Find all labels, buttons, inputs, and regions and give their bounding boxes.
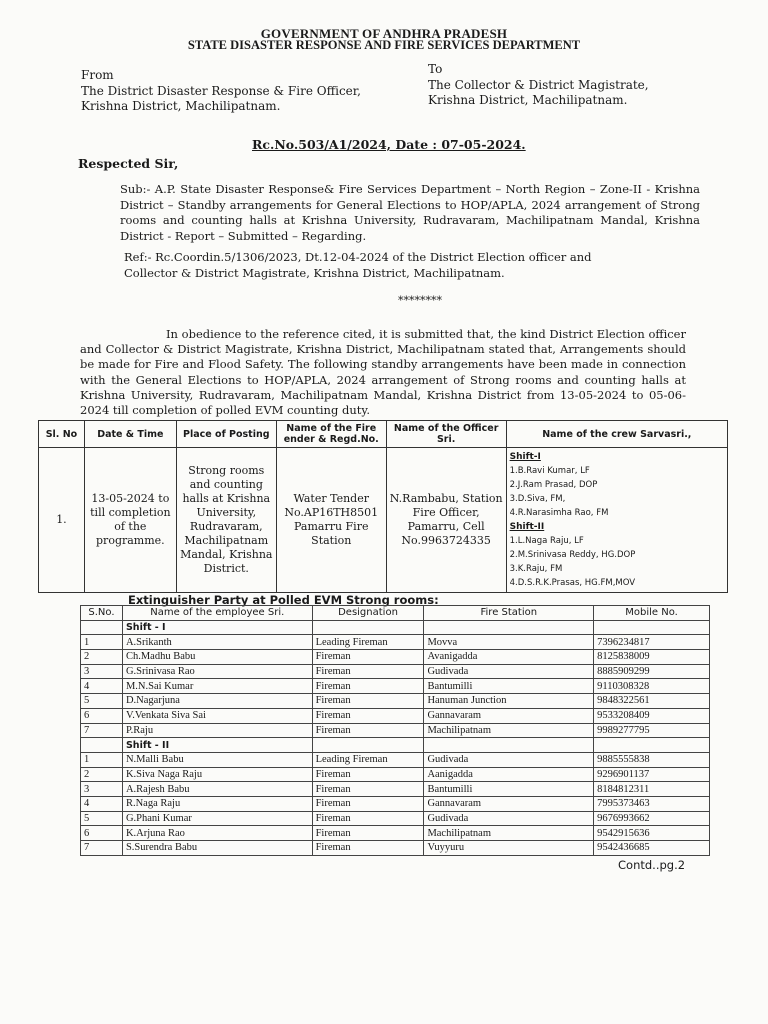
table-row	[81, 694, 710, 709]
crew-member: 1.L.Naga Raju, LF	[509, 536, 584, 546]
col-mobile: Mobile No.	[594, 606, 710, 621]
cell-fire-station: Gannavaram	[424, 708, 594, 723]
table-row	[81, 841, 710, 856]
cell-mobile: 9542436685	[594, 841, 710, 856]
shift-empty-cell	[312, 738, 424, 753]
col-place-of-posting: Place of Posting	[176, 421, 276, 448]
shift-empty-cell	[594, 620, 710, 635]
cell-place: Strong rooms and counting halls at Krishna University, Rudravaram, Machilipatnam Mandal, Krishna District.	[176, 448, 276, 593]
cell-sno: 1	[81, 752, 123, 767]
cell-fire-station: Gudivada	[424, 752, 594, 767]
cell-sno: 6	[81, 708, 123, 723]
cell-name: V.Venkata Siva Sai	[122, 708, 312, 723]
cell-sno: 5	[81, 694, 123, 709]
cell-mobile: 7396234817	[594, 635, 710, 650]
cell-officer: N.Rambabu, Station Fire Officer, Pamarru, Cell No.9963724335	[386, 448, 506, 593]
shift-empty-cell	[81, 738, 123, 753]
shift-header-row	[81, 738, 710, 753]
cell-fire-station: Bantumilli	[424, 782, 594, 797]
subject: Sub:- A.P. State Disaster Response& Fire Services Department – North Region – Zone-II - Krishna District – Standby arrangements for General Elections to HOP/APLA, 2024 arrangement of Strong rooms and counting halls at Krishna University, Rudravaram, Machilipatnam Mandal, Krishna District - Report – Submitted – Regarding.	[120, 182, 700, 243]
cell-designation: Fireman	[312, 650, 424, 665]
cell-sno: 3	[81, 664, 123, 679]
cell-fire-station: Avanigadda	[424, 650, 594, 665]
cell-designation: Fireman	[312, 679, 424, 694]
crew-member: 1.B.Ravi Kumar, LF	[509, 466, 590, 476]
cell-designation: Fireman	[312, 841, 424, 856]
cell-mobile: 9110308328	[594, 679, 710, 694]
cell-fire-station: Gannavaram	[424, 796, 594, 811]
col-fire-tender: Name of the Fire ender & Regd.No.	[276, 421, 386, 448]
table-row	[81, 664, 710, 679]
cell-fire-station: Hanuman Junction	[424, 694, 594, 709]
cell-mobile: 8125838009	[594, 650, 710, 665]
shift-label: Shift - I	[122, 620, 312, 635]
reference-cited: Ref:- Rc.Coordin.5/1306/2023, Dt.12-04-2024 of the District Election officer and Collector & District Magistrate, Krishna District, Machilipatnam.	[124, 250, 592, 280]
cell-fire-station: Bantumilli	[424, 679, 594, 694]
cell-sno: 6	[81, 826, 123, 841]
cell-name: Ch.Madhu Babu	[122, 650, 312, 665]
shift-empty-cell	[81, 620, 123, 635]
cell-mobile: 7995373463	[594, 796, 710, 811]
cell-fire-station: Gudivada	[424, 664, 594, 679]
cell-fire-station: Vuyyuru	[424, 841, 594, 856]
cell-fire-station: Gudivada	[424, 811, 594, 826]
from-line-1: The District Disaster Response & Fire Officer,	[81, 83, 361, 98]
cell-sno: 4	[81, 679, 123, 694]
cell-sno: 1	[81, 635, 123, 650]
cell-name: K.Siva Naga Raju	[122, 767, 312, 782]
extinguisher-party-title: Extinguisher Party at Polled EVM Strong rooms:	[128, 593, 439, 607]
crew-member: 2.M.Srinivasa Reddy, HG.DOP	[509, 550, 636, 560]
cell-mobile: 8184812311	[594, 782, 710, 797]
table-row	[81, 782, 710, 797]
reference-number: Rc.No.503/A1/2024, Date : 07-05-2024.	[252, 137, 526, 152]
from-label: From	[81, 68, 114, 82]
to-address	[428, 62, 649, 109]
shift-empty-cell	[312, 620, 424, 635]
table-row	[81, 679, 710, 694]
col-crew: Name of the crew Sarvasri.,	[506, 421, 727, 448]
cell-sno: 2	[81, 767, 123, 782]
cell-sno: 7	[81, 723, 123, 738]
cell-sno: 4	[81, 796, 123, 811]
from-line-2: Krishna District, Machilipatnam.	[81, 99, 281, 113]
cell-mobile: 9533208409	[594, 708, 710, 723]
crew-shift-2-label: Shift-II	[509, 522, 545, 532]
cell-name: G.Phani Kumar	[122, 811, 312, 826]
table-row	[39, 448, 728, 593]
cell-designation: Fireman	[312, 796, 424, 811]
cell-name: D.Nagarjuna	[122, 694, 312, 709]
cell-mobile: 9885555838	[594, 752, 710, 767]
table-row	[81, 752, 710, 767]
cell-name: P.Raju	[122, 723, 312, 738]
table-row	[81, 708, 710, 723]
cell-crew	[506, 448, 727, 593]
cell-designation: Fireman	[312, 694, 424, 709]
extinguisher-party-table	[80, 605, 710, 856]
cell-designation: Leading Fireman	[312, 752, 424, 767]
cell-name: S.Surendra Babu	[122, 841, 312, 856]
col-employee-name: Name of the employee Sri.	[122, 606, 312, 621]
cell-mobile: 9676993662	[594, 811, 710, 826]
cell-name: G.Srinivasa Rao	[122, 664, 312, 679]
cell-mobile: 9989277795	[594, 723, 710, 738]
table-row	[81, 635, 710, 650]
col-fire-station: Fire Station	[424, 606, 594, 621]
cell-fire-station: Movva	[424, 635, 594, 650]
table-row	[81, 811, 710, 826]
cell-designation: Fireman	[312, 811, 424, 826]
cell-designation: Fireman	[312, 826, 424, 841]
cell-mobile: 9296901137	[594, 767, 710, 782]
cell-designation: Fireman	[312, 723, 424, 738]
cell-mobile: 8885909299	[594, 664, 710, 679]
cell-name: A.Srikanth	[122, 635, 312, 650]
cell-name: R.Naga Raju	[122, 796, 312, 811]
cell-designation: Leading Fireman	[312, 635, 424, 650]
cell-sno: 2	[81, 650, 123, 665]
cell-designation: Fireman	[312, 708, 424, 723]
cell-fire-station: Aanigadda	[424, 767, 594, 782]
salutation: Respected Sir,	[78, 156, 179, 171]
table-row	[81, 767, 710, 782]
to-line-1: The Collector & District Magistrate,	[428, 77, 649, 92]
cell-designation: Fireman	[312, 767, 424, 782]
table-header-row	[81, 606, 710, 621]
cell-name: K.Arjuna Rao	[122, 826, 312, 841]
cell-date: 13-05-2024 to till completion of the programme.	[84, 448, 176, 593]
cell-fire-station: Machilipatnam	[424, 723, 594, 738]
separator-stars: ********	[398, 294, 442, 307]
extinguisher-table-body	[81, 620, 710, 855]
cell-sl: 1.	[39, 448, 85, 593]
standby-arrangement-table	[38, 420, 728, 593]
cell-fire-tender: Water Tender No.AP16TH8501 Pamarru Fire Station	[276, 448, 386, 593]
cell-sno: 7	[81, 841, 123, 856]
cell-name: N.Malli Babu	[122, 752, 312, 767]
from-address	[81, 68, 361, 115]
to-label: To	[428, 62, 443, 76]
crew-member: 2.J.Ram Prasad, DOP	[509, 480, 598, 490]
col-sno: S.No.	[81, 606, 123, 621]
cell-name: A.Rajesh Babu	[122, 782, 312, 797]
crew-shift-1-label: Shift-I	[509, 452, 541, 462]
col-date-time: Date & Time	[84, 421, 176, 448]
header-department: STATE DISASTER RESPONSE AND FIRE SERVICES DEPARTMENT	[187, 38, 581, 52]
col-officer: Name of the Officer Sri.	[386, 421, 506, 448]
body-paragraph: In obedience to the reference cited, it is submitted that, the kind District Election officer and Collector & District Magistrate, Krishna District, Machilipatnam stated that, Arrangements should be made for Fire and Flood Safety. The following standby arrangements have been made in connection with the General Elections to HOP/APLA, 2024 arrangement of Strong rooms and counting halls at Krishna University, Rudravaram, Machilipatnam Mandal, Krishna District from 13-05-2024 to 05-06-2024 till completion of polled EVM counting duty.	[80, 327, 686, 418]
header-government: GOVERNMENT OF ANDHRA PRADESH	[260, 26, 508, 41]
cell-sno: 5	[81, 811, 123, 826]
table-row	[81, 826, 710, 841]
shift-empty-cell	[424, 620, 594, 635]
cell-sno: 3	[81, 782, 123, 797]
crew-member: 4.D.S.R.K.Prasas, HG.FM,MOV	[509, 578, 636, 588]
shift-empty-cell	[424, 738, 594, 753]
cell-designation: Fireman	[312, 782, 424, 797]
shift-header-row	[81, 620, 710, 635]
cell-mobile: 9848322561	[594, 694, 710, 709]
crew-member: 3.D.Siva, FM,	[509, 494, 566, 504]
continued-note: Contd..pg.2	[618, 858, 686, 872]
cell-mobile: 9542915636	[594, 826, 710, 841]
table-header-row	[39, 421, 728, 448]
col-sl-no: Sl. No	[39, 421, 85, 448]
col-designation: Designation	[312, 606, 424, 621]
crew-member: 3.K.Raju, FM	[509, 564, 563, 574]
cell-designation: Fireman	[312, 664, 424, 679]
to-line-2: Krishna District, Machilipatnam.	[428, 93, 628, 107]
cell-fire-station: Machilipatnam	[424, 826, 594, 841]
cell-name: M.N.Sai Kumar	[122, 679, 312, 694]
table-row	[81, 650, 710, 665]
shift-empty-cell	[594, 738, 710, 753]
shift-label: Shift - II	[122, 738, 312, 753]
table-row	[81, 796, 710, 811]
crew-member: 4.R.Narasimha Rao, FM	[509, 508, 609, 518]
table-row	[81, 723, 710, 738]
